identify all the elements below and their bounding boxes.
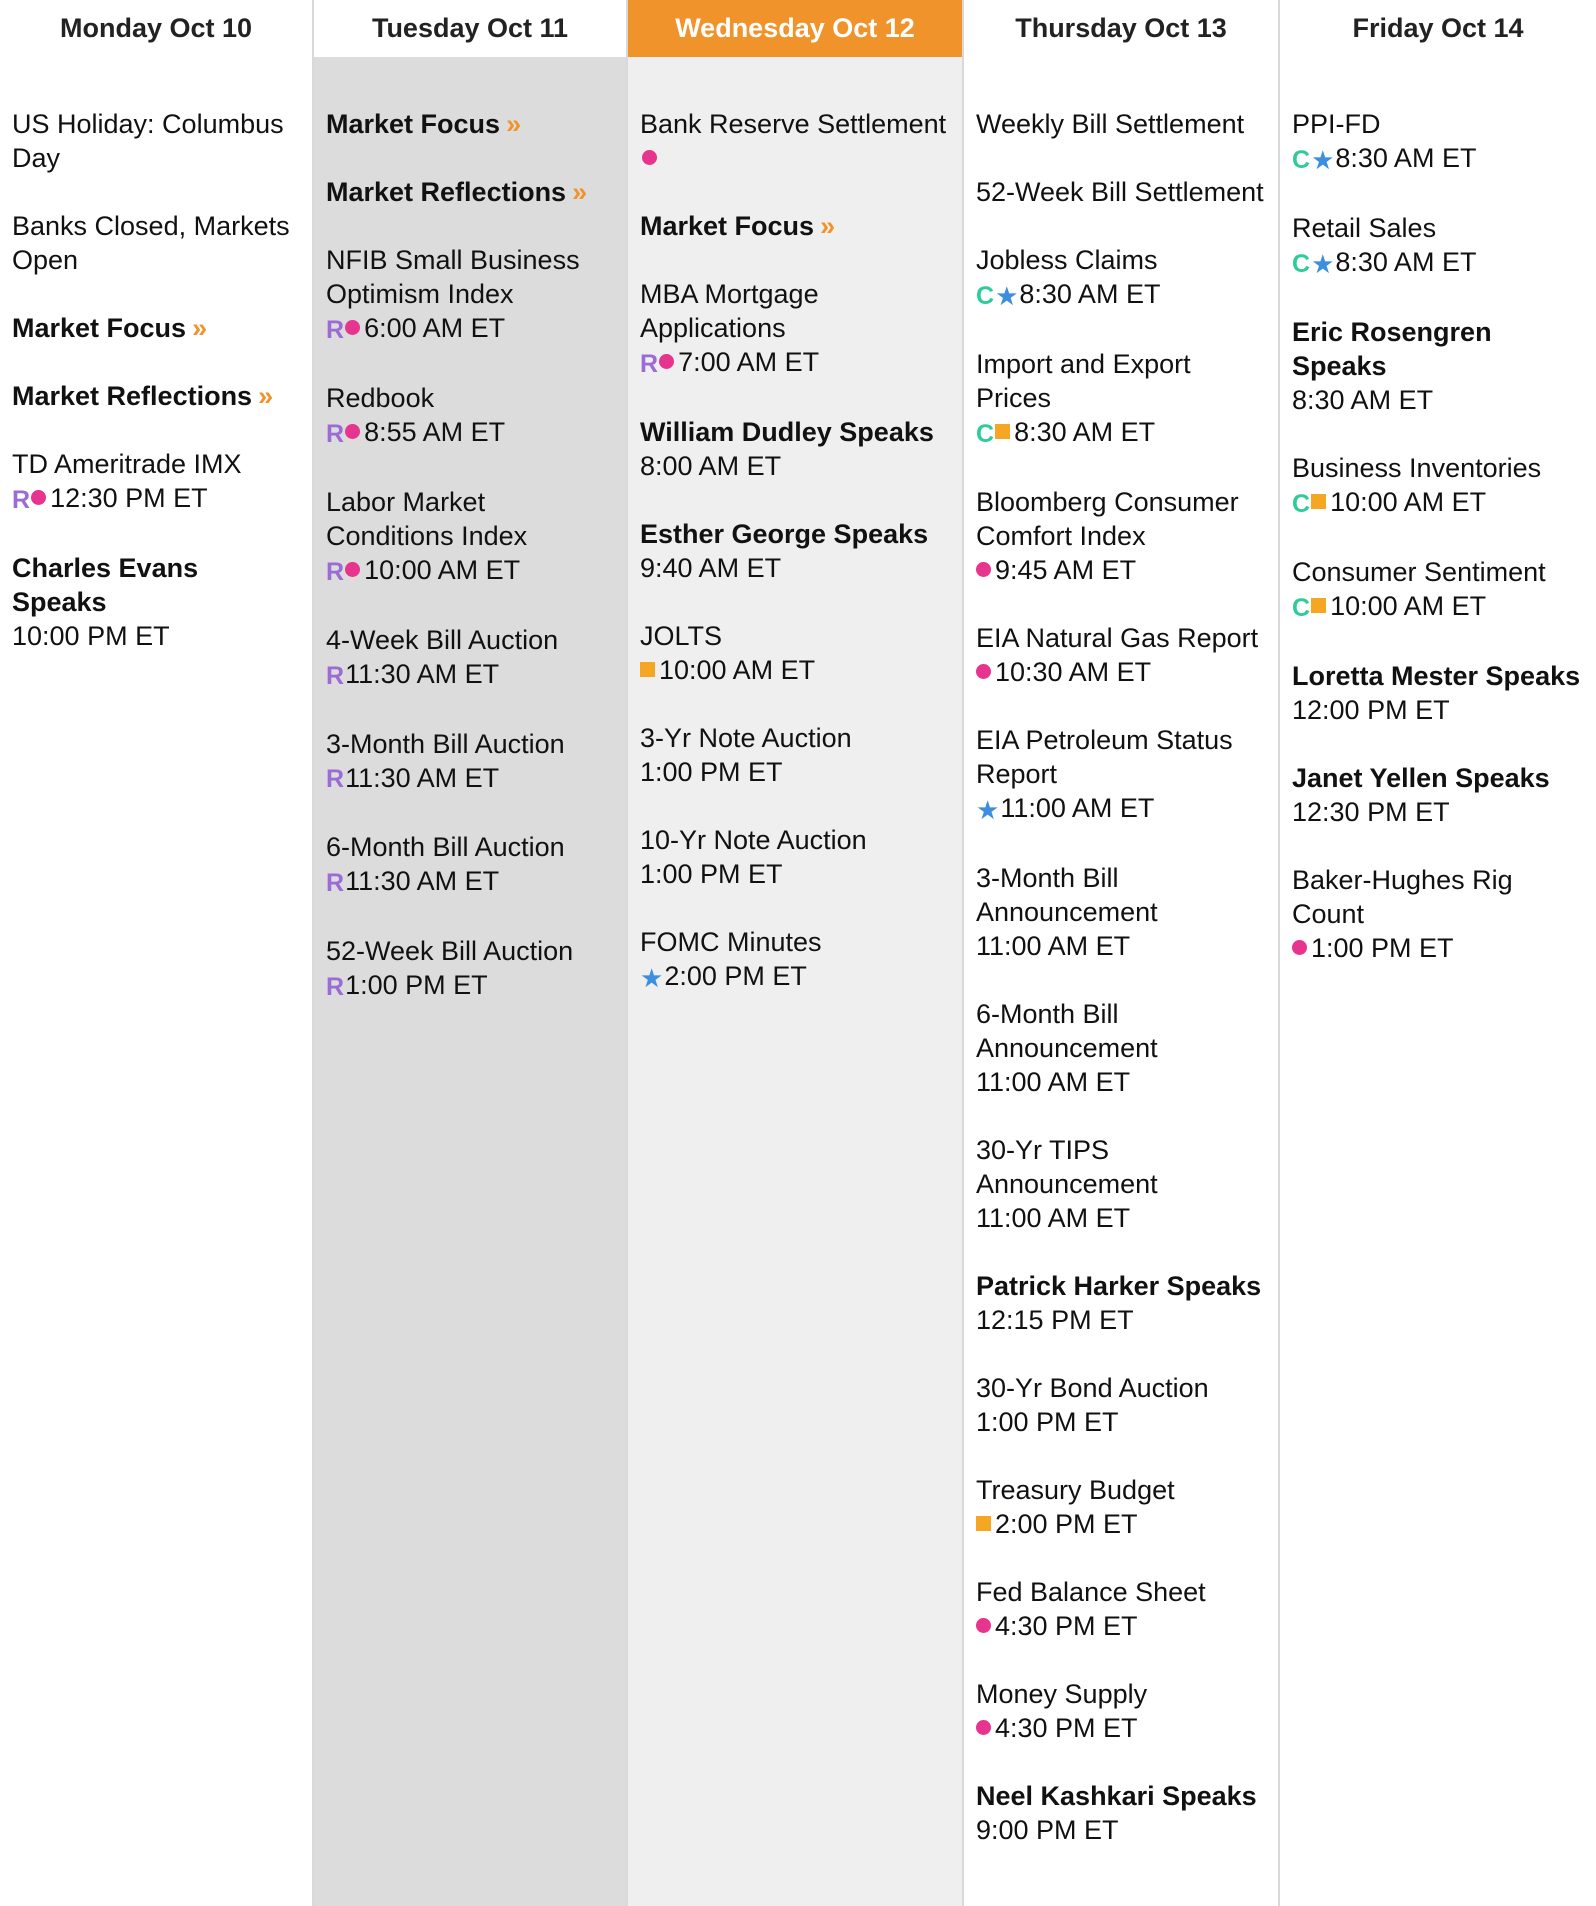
event-time: 1:00 PM ET (640, 858, 783, 889)
revised-icon: R (326, 869, 345, 898)
day-column-friday (1280, 0, 1596, 1906)
event-time: 4:30 PM ET (995, 1610, 1138, 1641)
event-time-line (1292, 693, 1582, 727)
event-time: 9:40 AM ET (640, 552, 782, 583)
event-title: William Dudley Speaks (640, 416, 934, 447)
dot-icon (976, 664, 991, 679)
event-time: 10:00 AM ET (659, 654, 816, 685)
event-title: Jobless Claims (976, 245, 1158, 275)
event-item (12, 551, 298, 653)
event-item (976, 243, 1264, 313)
revised-icon: R (12, 485, 31, 514)
event-link-item[interactable] (12, 379, 298, 413)
event-title: 4-Week Bill Auction (326, 624, 559, 655)
event-time: 10:00 AM ET (1330, 486, 1487, 517)
event-item (1292, 451, 1582, 521)
event-title: Retail Sales (1292, 212, 1437, 243)
event-time-line (1292, 141, 1582, 177)
day-events-wednesday (628, 57, 962, 995)
event-time-line (976, 1065, 1264, 1099)
event-time: 8:30 AM ET (1019, 279, 1161, 309)
event-title: Neel Kashkari Speaks (976, 1780, 1257, 1811)
event-title: Treasury Budget (976, 1474, 1175, 1505)
event-title: Esther George Speaks (640, 518, 929, 549)
event-link-item[interactable] (326, 175, 612, 209)
event-item (976, 347, 1264, 451)
event-time-line (976, 415, 1264, 451)
event-title: 3-Yr Note Auction (640, 722, 852, 753)
event-title: Eric Rosengren Speaks (1292, 316, 1492, 381)
event-item (640, 107, 948, 175)
event-item (976, 175, 1264, 209)
day-events-monday (0, 57, 312, 653)
event-link-item[interactable] (12, 311, 298, 345)
event-time: 11:00 AM ET (976, 1066, 1131, 1097)
event-time: 11:30 AM ET (345, 762, 500, 793)
event-time: 8:55 AM ET (364, 416, 506, 447)
event-time: 6:00 AM ET (364, 313, 506, 343)
day-header-tuesday: Tuesday Oct 11 (314, 0, 626, 57)
event-time: 10:00 AM ET (1330, 590, 1487, 621)
consensus-icon: C (1292, 145, 1311, 174)
event-item (640, 517, 948, 585)
event-time-line (976, 1303, 1264, 1337)
day-header-thursday: Thursday Oct 13 (964, 0, 1278, 57)
event-time-line (12, 481, 298, 517)
event-title: PPI-FD (1292, 109, 1381, 139)
square-icon (976, 1516, 991, 1531)
event-item (976, 997, 1264, 1099)
event-time: 10:00 PM ET (12, 620, 170, 651)
event-item (976, 1133, 1264, 1235)
dot-icon (31, 490, 46, 505)
day-column-thursday (964, 0, 1280, 1906)
event-item (1292, 211, 1582, 281)
event-item (640, 415, 948, 483)
event-time: 2:00 PM ET (664, 960, 807, 991)
event-item (12, 107, 298, 175)
event-time: 10:30 AM ET (995, 656, 1152, 687)
dot-icon (1292, 940, 1307, 955)
revised-icon: R (326, 973, 345, 1002)
event-title: Bloomberg Consumer Comfort Index (976, 486, 1239, 551)
event-item (1292, 315, 1582, 417)
double-chevron-right-icon[interactable]: » (258, 381, 274, 411)
event-item (1292, 761, 1582, 829)
event-time: 12:15 PM ET (976, 1304, 1134, 1335)
event-title: Money Supply (976, 1678, 1148, 1709)
event-title[interactable]: Market Focus (640, 211, 815, 241)
event-title: Fed Balance Sheet (976, 1576, 1206, 1607)
event-title: Redbook (326, 382, 435, 413)
event-time-line (326, 761, 612, 797)
event-time-line (1292, 245, 1582, 281)
square-icon (995, 424, 1010, 439)
event-item (326, 727, 612, 797)
square-icon (1311, 598, 1326, 613)
dot-icon (976, 1618, 991, 1633)
event-item (12, 209, 298, 277)
dot-icon (642, 150, 657, 165)
event-title: Charles Evans Speaks (12, 552, 199, 617)
event-title: TD Ameritrade IMX (12, 449, 242, 479)
dot-icon (345, 562, 360, 577)
consensus-icon: C (1292, 593, 1311, 622)
day-header-friday: Friday Oct 14 (1280, 0, 1596, 57)
event-time-line (976, 1201, 1264, 1235)
star-icon: ★ (1311, 144, 1335, 175)
event-title: Weekly Bill Settlement (976, 109, 1245, 139)
event-time: 11:00 AM ET (976, 1202, 1131, 1233)
square-icon (1311, 494, 1326, 509)
event-title: 6-Month Bill Announcement (976, 998, 1158, 1063)
day-column-wednesday (628, 0, 964, 1906)
event-title: EIA Natural Gas Report (976, 622, 1259, 653)
event-title: NFIB Small Business Optimism Index (326, 245, 580, 309)
event-time: 8:30 AM ET (1335, 143, 1477, 173)
event-item (1292, 863, 1582, 965)
event-time: 2:00 PM ET (995, 1508, 1138, 1539)
event-time-line (640, 857, 948, 891)
event-item (976, 107, 1264, 141)
event-item (640, 823, 948, 891)
event-title: 30-Yr TIPS Announcement (976, 1134, 1158, 1199)
event-time: 11:00 AM ET (976, 930, 1131, 961)
event-item (640, 721, 948, 789)
event-time: 7:00 AM ET (678, 347, 820, 377)
event-title: Patrick Harker Speaks (976, 1270, 1262, 1301)
event-time-line (640, 449, 948, 483)
consensus-icon: C (976, 419, 995, 448)
event-title: 3-Month Bill Announcement (976, 862, 1158, 927)
event-item (640, 619, 948, 687)
event-time-line (326, 415, 612, 451)
event-title[interactable]: Market Focus (12, 313, 187, 343)
event-time-line (1292, 931, 1582, 965)
event-item (640, 925, 948, 995)
event-title: JOLTS (640, 620, 723, 651)
revised-icon: R (640, 349, 659, 378)
event-time: 11:00 AM ET (1000, 792, 1155, 823)
revised-icon: R (326, 765, 345, 794)
event-title: 52-Week Bill Auction (326, 936, 574, 967)
day-header-wednesday: Wednesday Oct 12 (628, 0, 962, 57)
event-time-line (1292, 589, 1582, 625)
event-time-line (326, 553, 612, 589)
double-chevron-right-icon[interactable]: » (820, 211, 836, 241)
day-events-thursday (964, 57, 1278, 1847)
event-time: 1:00 PM ET (976, 1406, 1119, 1437)
day-events-friday (1280, 57, 1596, 965)
event-item (326, 243, 612, 347)
event-time: 8:00 AM ET (640, 450, 782, 481)
event-time-line (326, 968, 612, 1004)
event-time-line (12, 619, 298, 653)
double-chevron-right-icon[interactable]: » (572, 177, 588, 207)
event-item (326, 623, 612, 693)
event-item (326, 485, 612, 589)
event-title: Banks Closed, Markets Open (12, 211, 290, 275)
event-time-line (976, 791, 1264, 827)
day-column-tuesday (314, 0, 628, 1906)
event-item (976, 1371, 1264, 1439)
event-time: 9:00 PM ET (976, 1814, 1119, 1845)
event-item (976, 861, 1264, 963)
event-title: Baker-Hughes Rig Count (1292, 864, 1513, 929)
event-time: 1:00 PM ET (345, 970, 488, 1001)
event-time-line (640, 653, 948, 687)
star-icon: ★ (976, 794, 1000, 825)
event-time: 4:30 PM ET (995, 1712, 1138, 1743)
event-item (976, 485, 1264, 587)
event-title[interactable]: Market Reflections (326, 177, 567, 207)
event-title: 10-Yr Note Auction (640, 824, 867, 855)
square-icon (640, 662, 655, 677)
event-item (640, 277, 948, 381)
event-time-line (976, 277, 1264, 313)
star-icon: ★ (640, 962, 664, 993)
event-title: US Holiday: Columbus Day (12, 109, 284, 173)
event-time-line (976, 655, 1264, 689)
event-time: 12:30 PM ET (50, 483, 208, 513)
star-icon: ★ (1311, 248, 1335, 279)
consensus-icon: C (1292, 489, 1311, 518)
event-title: Labor Market Conditions Index (326, 486, 528, 551)
event-item (12, 447, 298, 517)
event-item (1292, 555, 1582, 625)
event-title: EIA Petroleum Status Report (976, 724, 1233, 789)
event-title: 6-Month Bill Auction (326, 832, 565, 863)
event-title: Business Inventories (1292, 452, 1542, 483)
event-time-line (640, 551, 948, 585)
double-chevron-right-icon[interactable]: » (192, 313, 208, 343)
event-title[interactable]: Market Focus (326, 109, 501, 139)
dot-icon (976, 1720, 991, 1735)
event-item (976, 1677, 1264, 1745)
event-time: 8:30 AM ET (1014, 416, 1156, 447)
event-title: Consumer Sentiment (1292, 556, 1546, 587)
event-time-line (326, 864, 612, 900)
event-time-line (976, 1609, 1264, 1643)
double-chevron-right-icon[interactable]: » (506, 109, 522, 139)
event-time-line (976, 1813, 1264, 1847)
event-item (976, 1779, 1264, 1847)
consensus-icon: C (1292, 249, 1311, 278)
event-time-line (976, 1711, 1264, 1745)
event-time-line (1292, 795, 1582, 829)
event-time: 1:00 PM ET (640, 756, 783, 787)
event-time-line (640, 345, 948, 381)
event-time: 11:30 AM ET (345, 866, 500, 897)
dot-icon (345, 320, 360, 335)
event-time-line (1292, 485, 1582, 521)
star-icon: ★ (995, 280, 1019, 311)
event-item (326, 381, 612, 451)
event-time-line (976, 1405, 1264, 1439)
event-title: Janet Yellen Speaks (1292, 762, 1550, 793)
event-title: Bank Reserve Settlement (640, 109, 947, 139)
event-title: Import and Export Prices (976, 348, 1191, 413)
event-time-line (976, 929, 1264, 963)
event-time: 8:30 AM ET (1335, 246, 1477, 277)
event-link-item[interactable] (326, 107, 612, 141)
event-title: 30-Yr Bond Auction (976, 1372, 1209, 1403)
event-item (976, 723, 1264, 827)
dot-icon (659, 354, 674, 369)
event-time: 8:30 AM ET (1292, 384, 1434, 415)
revised-icon: R (326, 315, 345, 344)
day-column-monday (0, 0, 314, 1906)
event-title: MBA Mortgage Applications (640, 279, 819, 343)
event-time-line (640, 959, 948, 995)
revised-icon: R (326, 661, 345, 690)
revised-icon: R (326, 419, 345, 448)
event-time-line (640, 755, 948, 789)
event-item (1292, 659, 1582, 727)
day-header-monday: Monday Oct 10 (0, 0, 312, 57)
day-events-tuesday (314, 57, 626, 1004)
event-time: 11:30 AM ET (345, 658, 500, 689)
event-item (976, 621, 1264, 689)
event-item (1292, 107, 1582, 177)
consensus-icon: C (976, 281, 995, 310)
event-item (976, 1473, 1264, 1541)
event-item (326, 934, 612, 1004)
event-time-line (976, 553, 1264, 587)
event-time: 1:00 PM ET (1311, 932, 1454, 963)
event-title: Loretta Mester Speaks (1292, 660, 1581, 691)
event-item (976, 1575, 1264, 1643)
event-title: 52-Week Bill Settlement (976, 177, 1264, 207)
event-title: 3-Month Bill Auction (326, 728, 565, 759)
event-time-line (1292, 383, 1582, 417)
event-time: 10:00 AM ET (364, 554, 521, 585)
event-time: 12:30 PM ET (1292, 796, 1450, 827)
event-time: 12:00 PM ET (1292, 694, 1450, 725)
dot-icon (976, 562, 991, 577)
dot-icon (345, 424, 360, 439)
event-time-line (976, 1507, 1264, 1541)
event-time-line (326, 311, 612, 347)
revised-icon: R (326, 557, 345, 586)
event-item (326, 830, 612, 900)
event-title: FOMC Minutes (640, 926, 822, 957)
event-time: 9:45 AM ET (995, 554, 1137, 585)
event-link-item[interactable] (640, 209, 948, 243)
event-time-line (326, 657, 612, 693)
event-item (976, 1269, 1264, 1337)
event-title[interactable]: Market Reflections (12, 381, 253, 411)
